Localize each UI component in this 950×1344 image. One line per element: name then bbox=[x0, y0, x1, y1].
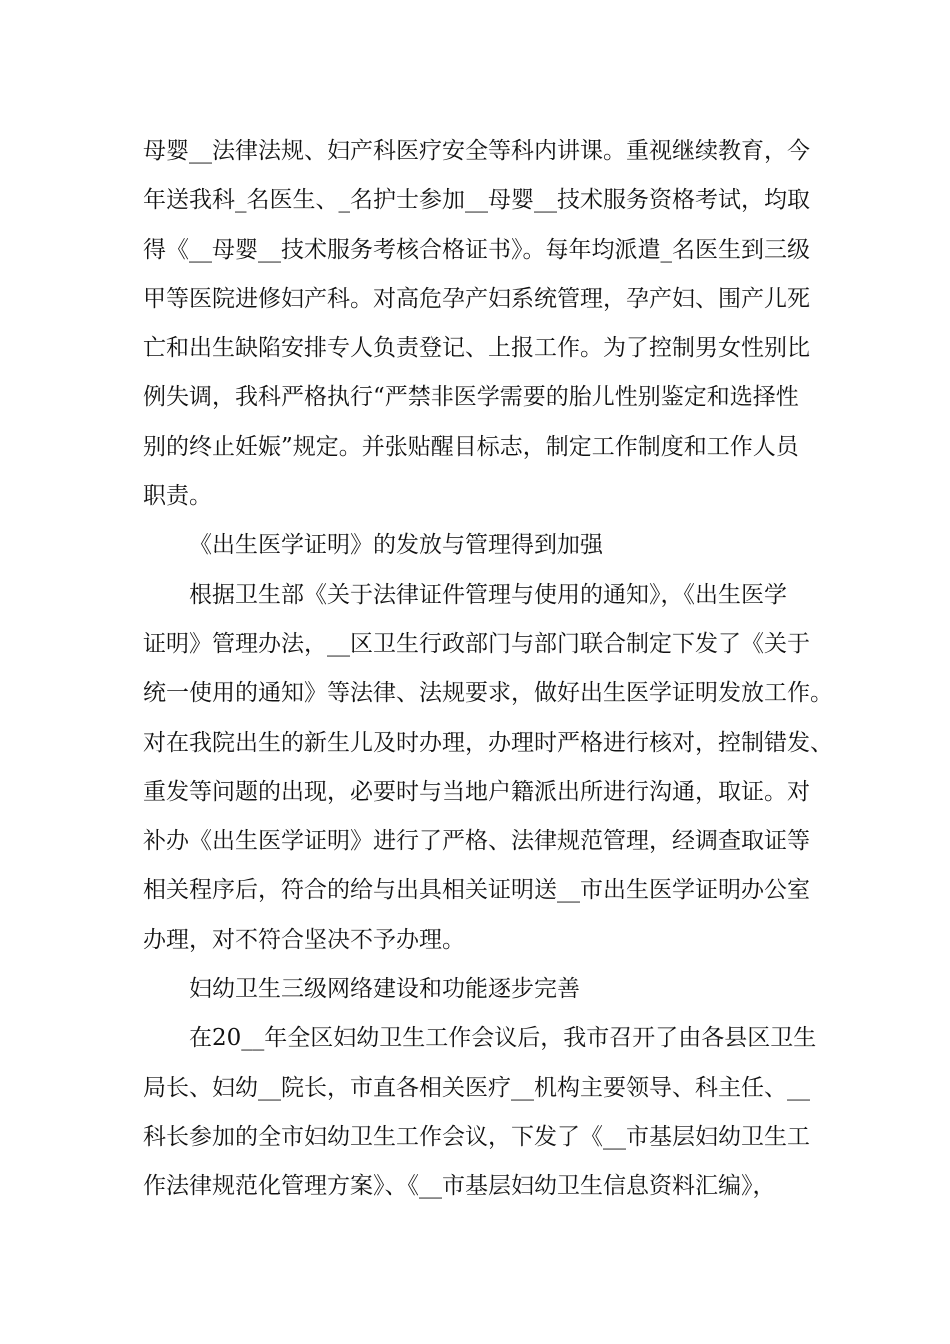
document-body bbox=[143, 127, 833, 1212]
text-line: 职责。 bbox=[143, 483, 212, 510]
text-line: 母婴__法律法规、妇产科医疗安全等科内讲课。重视继续教育，今 bbox=[143, 138, 810, 164]
text-line: 重发等问题的出现，必要时与当地户籍派出所进行沟通，取证。对 bbox=[143, 778, 810, 805]
text-line: 相关程序后，符合的给与出具相关证明送__市出生医学证明办公室 bbox=[143, 877, 810, 904]
text-line: 在20__年全区妇幼卫生工作会议后，我市召开了由各县区卫生 bbox=[189, 1025, 817, 1052]
text-line: 例失调，我科严格执行“严禁非医学需要的胎儿性别鉴定和选择性 bbox=[143, 384, 799, 411]
text-line: 证明》管理办法，__区卫生行政部门与部门联合制定下发了《关于 bbox=[143, 630, 810, 657]
text-line: 作法律规范化管理方案》、《__市基层妇幼卫生信息资料汇编》， bbox=[143, 1173, 776, 1200]
section-heading: 《出生医学证明》的发放与管理得到加强 bbox=[189, 532, 603, 559]
section-heading: 妇幼卫生三级网络建设和功能逐步完善 bbox=[189, 976, 580, 1003]
text-line: 根据卫生部《关于法律证件管理与使用的通知》，《出生医学 bbox=[189, 581, 787, 608]
text-line: 统一使用的通知》等法律、法规要求，做好出生医学证明发放工作。 bbox=[143, 680, 833, 707]
text-line: 局长、妇幼__院长，市直各相关医疗__机构主要领导、科主任、__ bbox=[143, 1074, 810, 1101]
text-line: 补办《出生医学证明》进行了严格、法律规范管理，经调查取证等 bbox=[143, 828, 810, 855]
text-line: 别的终止妊娠”规定。并张贴醒目标志，制定工作制度和工作人员 bbox=[143, 433, 799, 460]
text-line: 科长参加的全市妇幼卫生工作会议，下发了《__市基层妇幼卫生工 bbox=[143, 1123, 810, 1150]
text-line: 办理，对不符合坚决不予办理。 bbox=[143, 926, 465, 953]
text-line: 得《__母婴__技术服务考核合格证书》。每年均派遣_名医生到三级 bbox=[143, 236, 810, 263]
text-line: 对在我院出生的新生儿及时办理，办理时严格进行核对，控制错发、 bbox=[143, 729, 833, 756]
text-line: 年送我科_名医生、_名护士参加__母婴__技术服务资格考试，均取 bbox=[143, 187, 810, 214]
text-line: 甲等医院进修妇产科。对高危孕产妇系统管理，孕产妇、围产儿死 bbox=[143, 285, 810, 312]
text-line: 亡和出生缺陷安排专人负责登记、上报工作。为了控制男女性别比 bbox=[143, 335, 810, 362]
